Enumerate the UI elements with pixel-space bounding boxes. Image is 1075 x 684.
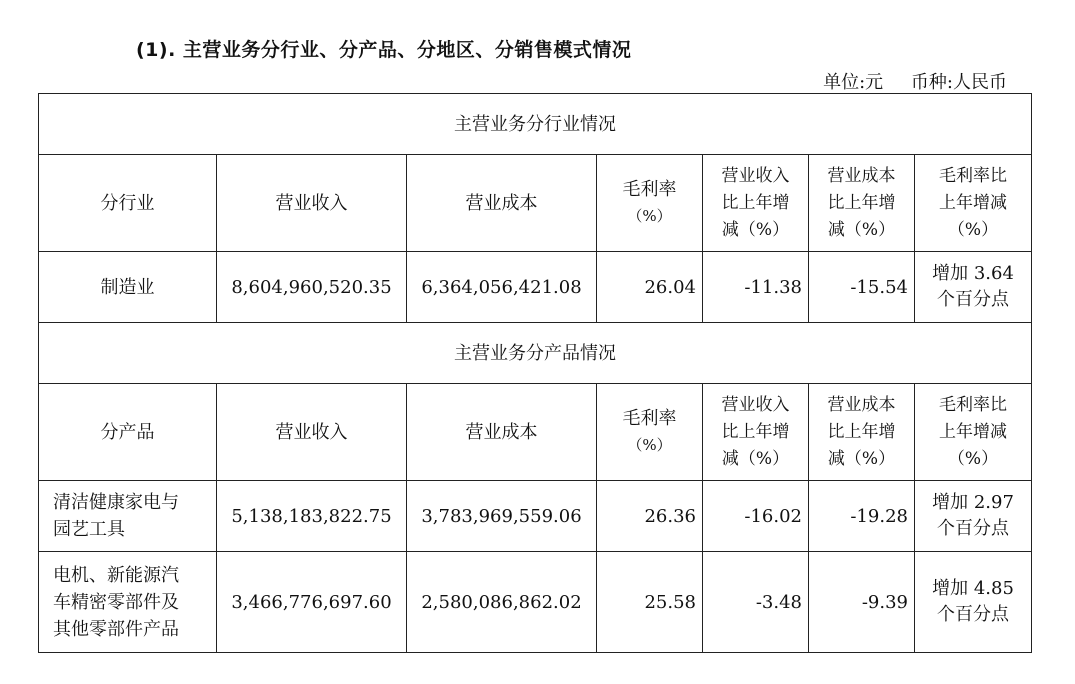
row-name: 制造业 xyxy=(39,252,217,323)
row-revenue: 3,466,776,697.60 xyxy=(217,552,407,653)
header-gross-margin-label: 毛利率 xyxy=(622,408,677,429)
header-revenue: 营业收入 xyxy=(217,155,407,252)
header-cost-change-l2: 比上年增 xyxy=(827,192,896,213)
header-margin-change-l2: 上年增减 xyxy=(939,421,1007,442)
header-revenue-change-l1: 营业收入 xyxy=(721,165,790,186)
industry-header-row xyxy=(39,155,1032,252)
header-revenue: 营业收入 xyxy=(217,384,407,481)
row-revenue-change: -11.38 xyxy=(703,252,809,323)
row-margin-change-l1: 增加 4.85 xyxy=(932,578,1014,599)
header-cost-change-l3: 减（%） xyxy=(827,448,896,469)
product-section-title: 主营业务分产品情况 xyxy=(39,323,1032,384)
header-margin-change-l3: （%） xyxy=(947,448,999,469)
header-cost-change-l1: 营业成本 xyxy=(827,165,896,186)
header-gross-margin xyxy=(597,384,703,481)
row-cost: 2,580,086,862.02 xyxy=(407,552,597,653)
header-cost-change xyxy=(809,155,915,252)
row-margin-change-l2: 个百分点 xyxy=(937,604,1009,625)
header-gross-margin-label: 毛利率 xyxy=(622,179,677,200)
main-business-table xyxy=(38,93,1032,653)
row-margin-change-l2: 个百分点 xyxy=(937,518,1009,539)
header-margin-change-l1: 毛利率比 xyxy=(939,394,1007,415)
header-revenue-change-l3: 减（%） xyxy=(721,219,790,240)
row-name xyxy=(39,481,217,552)
header-cost-change-l1: 营业成本 xyxy=(827,394,896,415)
table-row xyxy=(39,481,1032,552)
header-revenue-change-l2: 比上年增 xyxy=(721,421,790,442)
row-cost-change: -9.39 xyxy=(809,552,915,653)
unit-line xyxy=(823,68,1007,94)
header-revenue-change-l3: 减（%） xyxy=(721,448,790,469)
row-margin: 26.04 xyxy=(597,252,703,323)
row-name-l2: 园艺工具 xyxy=(53,519,125,540)
row-name-l1: 电机、新能源汽 xyxy=(53,564,179,586)
row-revenue-change: -3.48 xyxy=(703,552,809,653)
header-gross-margin-unit: （%） xyxy=(627,436,672,454)
row-margin-change xyxy=(915,481,1032,552)
row-margin-change-l1: 增加 2.97 xyxy=(932,492,1014,513)
header-cost-change-l3: 减（%） xyxy=(827,219,896,240)
header-margin-change xyxy=(915,155,1032,252)
row-margin-change xyxy=(915,552,1032,653)
product-header-row xyxy=(39,384,1032,481)
row-name-l3: 其他零部件产品 xyxy=(53,618,179,640)
header-margin-change xyxy=(915,384,1032,481)
header-gross-margin xyxy=(597,155,703,252)
section-heading: (1). 主营业务分行业、分产品、分地区、分销售模式情况 xyxy=(136,39,632,61)
header-cost-change xyxy=(809,384,915,481)
row-cost: 6,364,056,421.08 xyxy=(407,252,597,323)
header-revenue-change-l1: 营业收入 xyxy=(721,394,790,415)
header-margin-change-l1: 毛利率比 xyxy=(939,165,1007,186)
header-product: 分产品 xyxy=(39,384,217,481)
industry-section-title: 主营业务分行业情况 xyxy=(39,94,1032,155)
header-cost: 营业成本 xyxy=(407,155,597,252)
header-margin-change-l3: （%） xyxy=(947,219,999,240)
table-row xyxy=(39,252,1032,323)
header-revenue-change xyxy=(703,384,809,481)
row-revenue: 8,604,960,520.35 xyxy=(217,252,407,323)
row-cost-change: -19.28 xyxy=(809,481,915,552)
table-row xyxy=(39,552,1032,653)
header-cost-change-l2: 比上年增 xyxy=(827,421,896,442)
header-revenue-change xyxy=(703,155,809,252)
row-revenue-change: -16.02 xyxy=(703,481,809,552)
header-cost: 营业成本 xyxy=(407,384,597,481)
row-name-l2: 车精密零部件及 xyxy=(53,591,179,613)
row-margin-change-l2: 个百分点 xyxy=(937,289,1009,310)
header-revenue-change-l2: 比上年增 xyxy=(721,192,790,213)
row-cost-change: -15.54 xyxy=(809,252,915,323)
row-revenue: 5,138,183,822.75 xyxy=(217,481,407,552)
row-name-l1: 清洁健康家电与 xyxy=(53,492,179,513)
row-cost: 3,783,969,559.06 xyxy=(407,481,597,552)
header-margin-change-l2: 上年增减 xyxy=(939,192,1007,213)
row-margin-change xyxy=(915,252,1032,323)
row-name xyxy=(39,552,217,653)
row-margin: 25.58 xyxy=(597,552,703,653)
header-industry: 分行业 xyxy=(39,155,217,252)
currency-label: 币种:人民币 xyxy=(910,72,1007,93)
row-margin-change-l1: 增加 3.64 xyxy=(932,263,1014,284)
header-gross-margin-unit: （%） xyxy=(627,207,672,225)
unit-label: 单位:元 xyxy=(823,72,884,93)
row-margin: 26.36 xyxy=(597,481,703,552)
